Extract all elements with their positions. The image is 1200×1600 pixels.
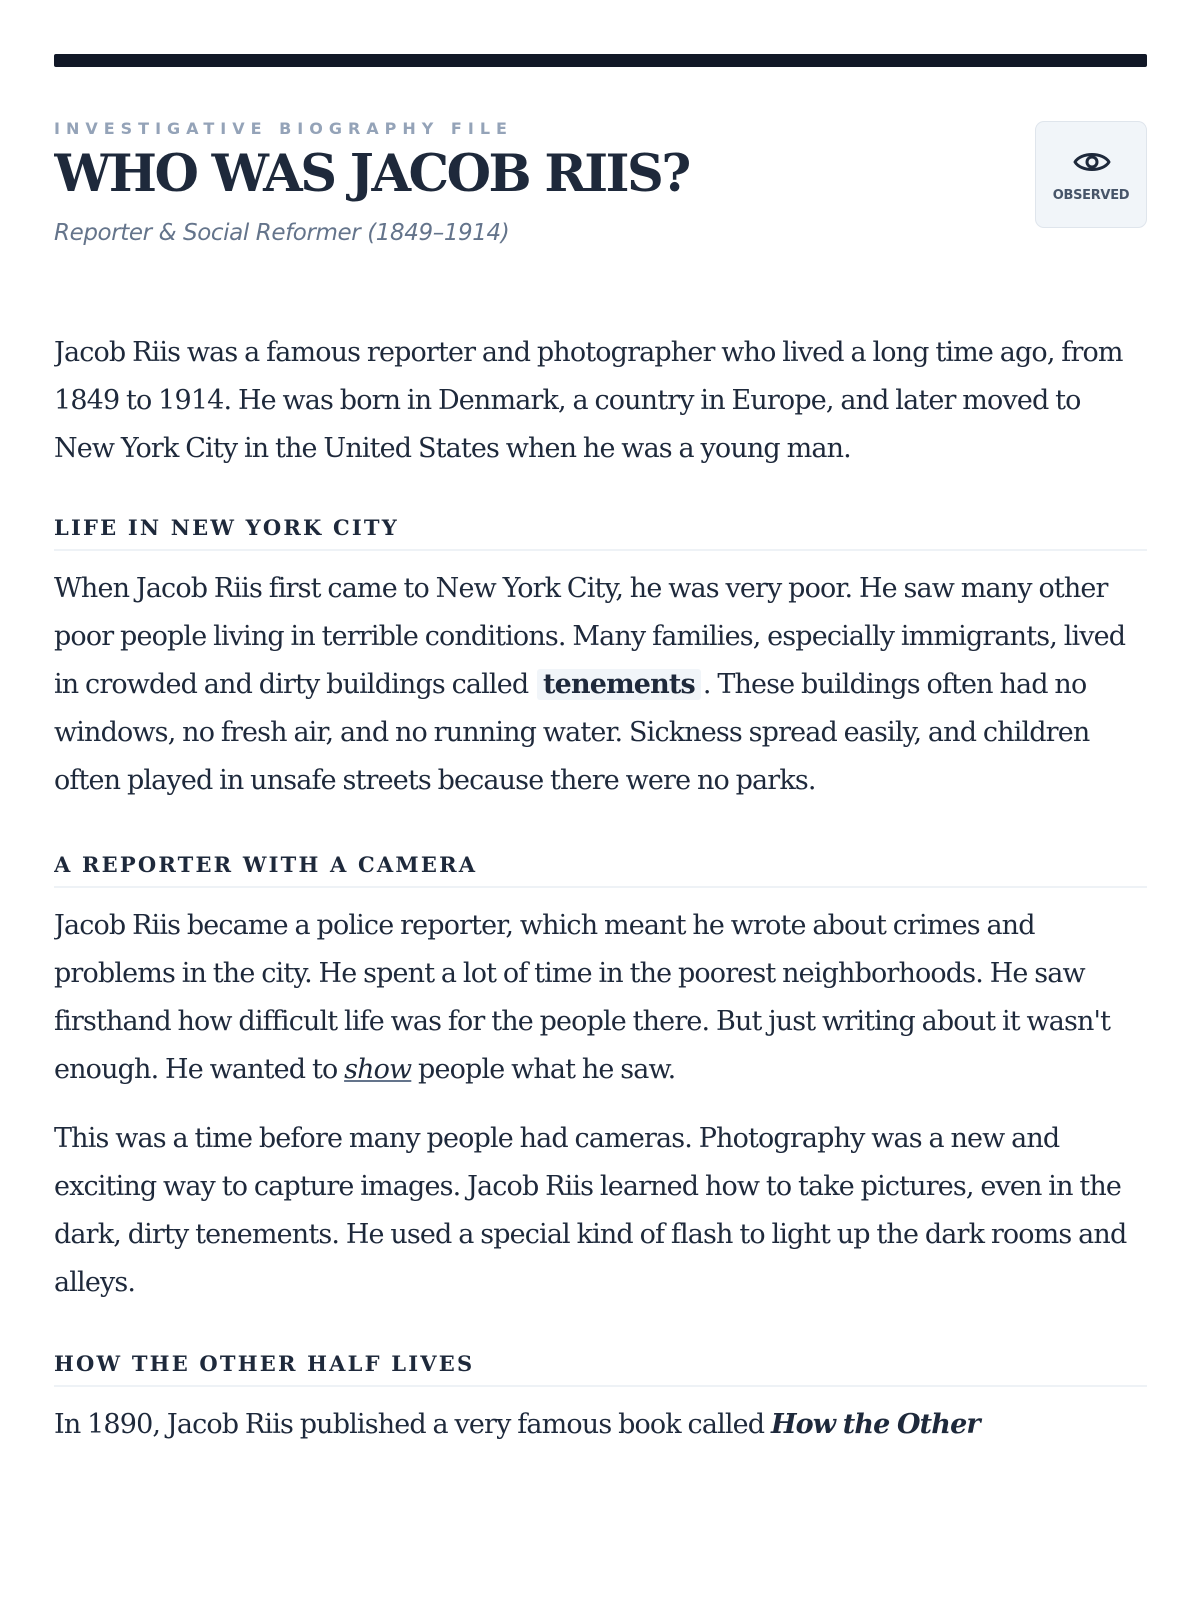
header bbox=[54, 67, 1147, 271]
intro-paragraph: Jacob Riis was a famous reporter and photographer who lived a long time ago, from 1849 to 1914. He was born in Denmark, a country in Europe, and later moved to New York City in the United States when he was a young man. bbox=[54, 337, 1123, 464]
book-title: How the Other bbox=[770, 1409, 980, 1440]
section-heading-other-half: HOW THE OTHER HALF LIVES bbox=[54, 1351, 1147, 1387]
section-other-half-paragraph bbox=[54, 1401, 1147, 1449]
top-rule bbox=[54, 54, 1147, 67]
paragraph-text: Jacob Riis became a police reporter, which meant he wrote about crimes and problems in the city. He spent a lot of time in the poorest neighborhoods. He saw firsthand how difficult life was for the people there. But just writing about it wasn't enough. He wanted to bbox=[54, 910, 1111, 1085]
highlighted-term: tenements bbox=[537, 669, 701, 700]
kicker: INVESTIGATIVE BIOGRAPHY FILE bbox=[54, 119, 513, 138]
paragraph-text: In 1890, Jacob Riis published a very famous book called bbox=[54, 1409, 765, 1440]
section-life-paragraph bbox=[54, 565, 1147, 805]
section-reporter-paragraph-1 bbox=[54, 902, 1147, 1094]
section-heading-reporter-camera: A REPORTER WITH A CAMERA bbox=[54, 852, 1147, 888]
paragraph-text: . These buildings often had no windows, no fresh air, and no running water. Sickness spread easily, and children often played in unsafe streets because there were no parks. bbox=[54, 669, 1090, 796]
section-heading-life-in-nyc: LIFE IN NEW YORK CITY bbox=[54, 515, 1147, 551]
page-subtitle: Reporter & Social Reformer (1849–1914) bbox=[54, 220, 510, 246]
section-reporter-paragraph-2: This was a time before many people had cameras. Photography was a new and exciting way to capture images. Jacob Riis learned how to take pictures, even in the dark, dirty tenements. He used a special kind of flash to light up the dark rooms and alleys. bbox=[54, 1123, 1127, 1298]
page-title: WHO WAS JACOB RIIS? bbox=[54, 144, 689, 204]
paragraph-text: When Jacob Riis first came to New York City, he was very poor. He saw many other poor people living in terrible conditions. Many families, especially immigrants, lived in crowded and dirty buildings called bbox=[54, 573, 1126, 700]
biography-page bbox=[54, 54, 1147, 1600]
paragraph-text: people what he saw. bbox=[418, 1054, 676, 1085]
observed-badge bbox=[1035, 121, 1147, 228]
eye-icon bbox=[1073, 149, 1111, 175]
badge-label: OBSERVED bbox=[1052, 188, 1130, 203]
emphasized-word: show bbox=[344, 1054, 412, 1085]
